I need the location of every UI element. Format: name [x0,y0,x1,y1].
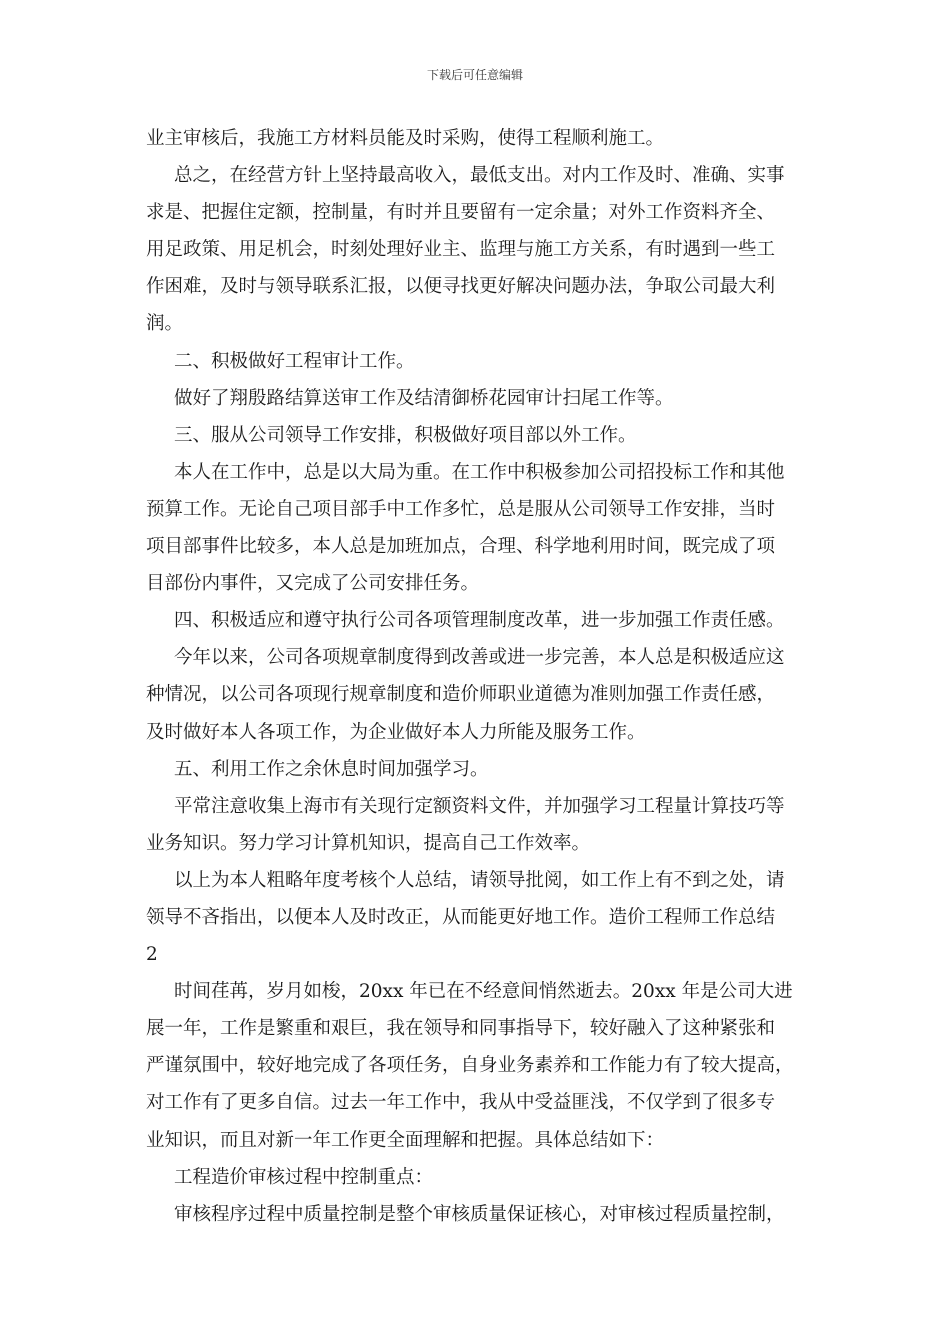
text-line: 领导不吝指出，以便本人及时改正，从而能更好地工作。造价工程师工作总结 [146,906,776,928]
text-line: 目部份内事件，又完成了公司安排任务。 [146,573,480,595]
text-line: 求是、把握住定额，控制量，有时并且要留有一定余量；对外工作资料齐全、 [146,202,776,224]
text-line: 审核程序过程中质量控制是整个审核质量保证核心，对审核过程质量控制， [174,1203,785,1225]
text-line: 及时做好本人各项工作，为企业做好本人力所能及服务工作。 [146,721,646,743]
text-line: 2 [146,944,158,966]
text-line: 用足政策、用足机会，时刻处理好业主、监理与施工方关系，有时遇到一些工 [146,239,776,261]
text-line: 工程造价审核过程中控制重点： [174,1166,434,1188]
text-line: 展一年，工作是繁重和艰巨，我在领导和同事指导下，较好融入了这种紧张和 [146,1018,776,1040]
text-line: 业主审核后，我施工方材料员能及时采购，使得工程顺利施工。 [146,128,665,149]
text-line: 预算工作。无论自己项目部手中工作多忙，总是服从公司领导工作安排，当时 [146,498,776,520]
text-line: 严谨氛围中，较好地完成了各项任务，自身业务素养和工作能力有了较大提高， [146,1055,794,1077]
text-line: 五、利用工作之余休息时间加强学习。 [174,758,489,780]
text-line: 四、积极适应和遵守执行公司各项管理制度改革，进一步加强工作责任感。 [174,610,785,632]
text-line: 业务知识。努力学习计算机知识，提高自己工作效率。 [146,832,591,854]
page-header: 下载后可任意编辑 [426,68,523,82]
text-line: 业知识，而且对新一年工作更全面理解和把握。具体总结如下： [146,1129,665,1151]
text-line: 对工作有了更多自信。过去一年工作中，我从中受益匪浅，不仅学到了很多专 [146,1092,776,1114]
text-line: 二、积极做好工程审计工作。 [174,350,415,372]
text-line: 项目部事件比较多，本人总是加班加点，合理、科学地利用时间，既完成了项 [146,536,776,558]
document-body [146,120,806,1233]
text-line: 以上为本人粗略年度考核个人总结，请领导批阅，如工作上有不到之处，请 [174,869,785,891]
text-line: 本人在工作中，总是以大局为重。在工作中积极参加公司招投标工作和其他 [174,461,785,483]
text-line: 今年以来，公司各项规章制度得到改善或进一步完善，本人总是积极适应这 [174,647,785,669]
text-line: 时间荏苒，岁月如梭，20xx 年已在不经意间悄然逝去。20xx 年是公司大进 [174,981,793,1003]
text-line: 种情况，以公司各项现行规章制度和造价师职业道德为准则加强工作责任感， [146,684,776,706]
text-line: 三、服从公司领导工作安排，积极做好项目部以外工作。 [174,424,637,446]
text-line: 作困难，及时与领导联系汇报，以便寻找更好解决问题办法，争取公司最大利 [146,276,776,298]
text-line: 润。 [146,313,184,335]
text-line: 做好了翔殷路结算送审工作及结清御桥花园审计扫尾工作等。 [174,387,674,409]
text-line: 平常注意收集上海市有关现行定额资料文件，并加强学习工程量计算技巧等 [174,795,785,817]
text-line: 总之，在经营方针上坚持最高收入，最低支出。对内工作及时、准确、实事 [174,165,785,187]
